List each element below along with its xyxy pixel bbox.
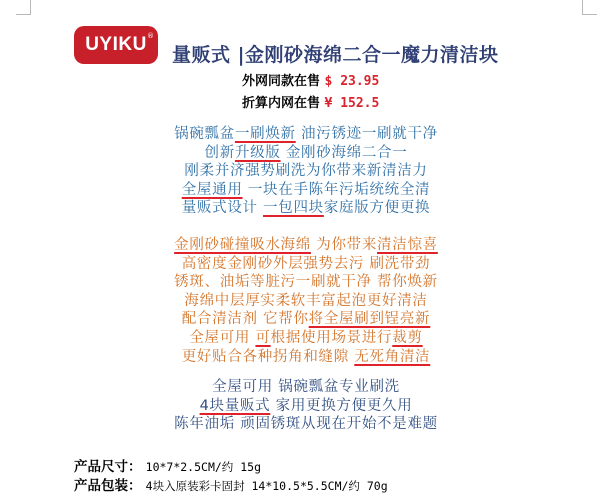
highlighted-phrase: 可 [255,329,271,346]
price-label: 折算内网在售 [242,96,321,111]
text-segment: 家庭版方便更换 [323,200,431,217]
text-line [0,255,612,274]
text-segment: 油污锈迹一刷就干净 [295,126,438,142]
text-line [0,329,612,348]
highlighted-phrase: 4块量贩式 [199,397,271,414]
feature-block-summary [0,378,612,434]
highlighted-phrase: 金刚砂碰撞吸水海绵 [174,237,311,253]
text-segment: 刚柔并济强势刷洗为你带来新清洁力 [184,163,428,180]
spec-size [74,455,261,475]
text-line [0,397,612,416]
text-segment: 锅碗瓢盆 [174,126,235,142]
text-line [0,292,612,311]
text-line [0,199,612,218]
crop-mark-top-right [582,0,597,15]
price-label: 外网同款在售 [242,74,321,89]
highlighted-phrase: 升级版 [234,144,281,161]
text-line [0,181,612,200]
text-segment: 一块在手陈年污垢统统全清 [242,181,431,198]
crop-mark-top-left [16,0,31,15]
spec-value: 4块入原装彩卡固封 14*10.5*5.5CM/约 70g [145,479,388,493]
text-line [0,236,612,255]
highlighted-phrase: 无死角清洁 [354,348,431,365]
text-line [0,162,612,181]
feature-block-intro [0,125,612,218]
text-segment: 锈斑、油垢等脏污一刷就干净 帮你焕新 [174,274,438,291]
text-segment: 根据使用场景进行 [270,329,393,346]
text-segment: 金刚砂海绵二合一 [280,144,408,161]
text-line [0,415,612,434]
feature-block-details [0,236,612,366]
text-segment: 家用更换方便更久用 [270,397,413,414]
text-segment: 陈年油垢 顽固锈斑从现在开始不是难题 [174,416,438,433]
text-segment: 更好贴合各种拐角和缝隙 [181,348,355,365]
product-title: 量贩式 |金刚砂海绵二合一魔力清洁块 [172,44,499,66]
text-line [0,310,612,329]
text-segment: 全屋可用 锅碗瓢盆专业刷洗 [212,379,400,395]
text-line [0,348,612,367]
text-segment: 全屋可用 [189,329,256,346]
highlighted-phrase: 一包四块 [263,200,324,217]
text-segment: 海绵中层厚实柔软丰富起泡更好清洁 [184,292,428,309]
brand-logo [74,26,158,64]
text-line [0,378,612,397]
highlighted-phrase: 全屋通用 [181,181,243,198]
price-value: ¥ 152.5 [324,96,380,111]
highlighted-phrase: 裁剪 [392,329,423,346]
spec-value: 10*7*2.5CM/约 15g [145,460,261,474]
price-value: $ 23.95 [324,74,380,89]
highlighted-phrase: 一刷焕新 [234,126,296,142]
text-line [0,273,612,292]
text-segment: 高密度金刚砂外层强势去污 刷洗带劲 [181,255,431,272]
price-domestic [242,92,379,111]
text-segment: 为你带来 [310,237,378,253]
spec-label: 产品包装： [74,478,142,494]
highlighted-phrase: 将全屋刷到锃亮新 [308,311,431,328]
text-segment: 配合清洁剂 它帮你 [181,311,309,328]
brand-logo-text: UYIKU [85,34,147,55]
spec-package [74,474,388,494]
text-line [0,144,612,163]
registered-mark: ® [147,32,154,40]
price-overseas [242,70,379,89]
text-segment: 量贩式设计 [181,200,264,217]
highlighted-phrase: 清洁惊喜 [377,237,438,253]
text-line [0,125,612,144]
spec-label: 产品尺寸： [74,459,142,475]
text-segment: 创新 [204,144,235,161]
